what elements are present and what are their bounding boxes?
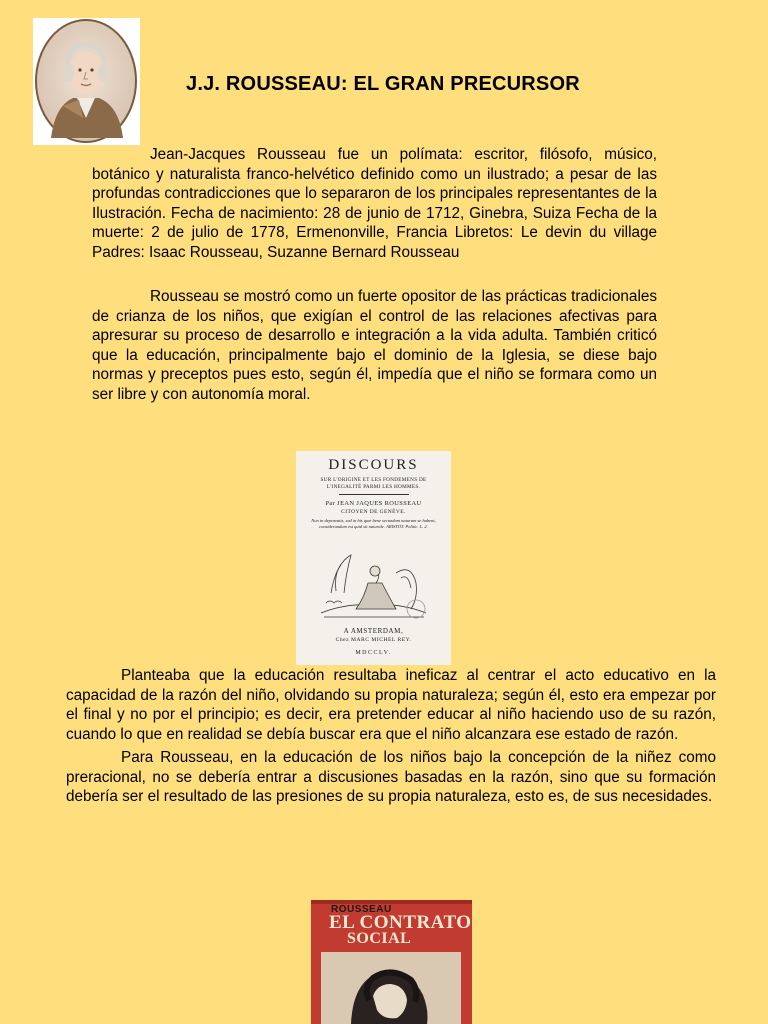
discours-rule: [339, 494, 409, 495]
engraving-illustration: [316, 543, 431, 623]
contrato-social-cover: [311, 900, 472, 1024]
paragraph-biography: Jean-Jacques Rousseau fue un polímata: escritor, filósofo, músico, botánico y naturalista franco-helvético definido como un ilustrado; a pesar de las profundas contradicciones que lo separaron de los principales representantes de la Ilustración. Fecha de nacimiento: 28 de junio de 1712, Ginebra, Suiza Fecha de la muerte: 2 de julio de 1778, Ermenonville, Francia Libretos: Le devin du village Padres: Isaac Rousseau, Suzanne Bernard Rousseau: [92, 146, 657, 261]
discours-citizen: CITOYEN DE GENÈVE.: [341, 508, 406, 515]
paragraph-opposition: Rousseau se mostró como un fuerte opositor de las prácticas tradicionales de crianza de los niños, que exigían el control de las relaciones afectivas para apresurar su proceso de desarrollo e integración a la vida adulta. También criticó que la educación, principalmente bajo el dominio de la Iglesia, se diese bajo normas y preceptos pues esto, según él, impedía que el niño se formara como un ser libre y con autonomía moral.: [92, 288, 657, 403]
rousseau-portrait: [33, 18, 140, 145]
contrato-author: ROUSSEAU: [331, 904, 392, 915]
discours-title-page: [296, 451, 451, 665]
discours-publisher: Chez MARC MICHEL REY.: [335, 637, 412, 643]
paragraph-nature: Para Rousseau, en la educación de los niños bajo la concepción de la niñez como preracional, no se debería entrar a discusiones basadas en la razón, sino que su formación debería ser el resultado de las presiones de su propia naturaleza, esto es, de sus necesidades.: [66, 749, 716, 806]
page-title: J.J. ROUSSEAU: EL GRAN PRECURSOR: [186, 73, 580, 95]
paragraph-reason: Planteaba que la educación resultaba ineficaz al centrar el acto educativo en la capacidad de la razón del niño, olvidando su propia naturaleza; según él, esto era empezar por el final y no por el principio; es decir, era pretender educar al niño haciendo uso de su razón, cuando lo que en realidad se debía buscar era que el niño alcanzara ese estado de razón.: [66, 667, 716, 743]
contrato-title-line1: EL CONTRATO: [329, 912, 472, 933]
discours-place: A AMSTERDAM,: [343, 627, 404, 635]
discours-title: DISCOURS: [328, 457, 419, 473]
discours-author: Par JEAN JAQUES ROUSSEAU: [325, 499, 422, 507]
discours-year: MDCCLV.: [355, 650, 392, 656]
portrait-image: [33, 18, 140, 145]
discours-quote: Non in depravatis, sed in his quæ bene secundum naturam se habent, considerandum est quid sit naturale. ARISTOT. Politic. L. 2.: [311, 517, 436, 529]
contrato-title-line2: SOCIAL: [347, 930, 412, 947]
discours-subtitle: SUR L'ORIGINE ET LES FONDEMENS DE L'INEGALITÉ PARMI LES HOMMES.: [320, 477, 427, 490]
